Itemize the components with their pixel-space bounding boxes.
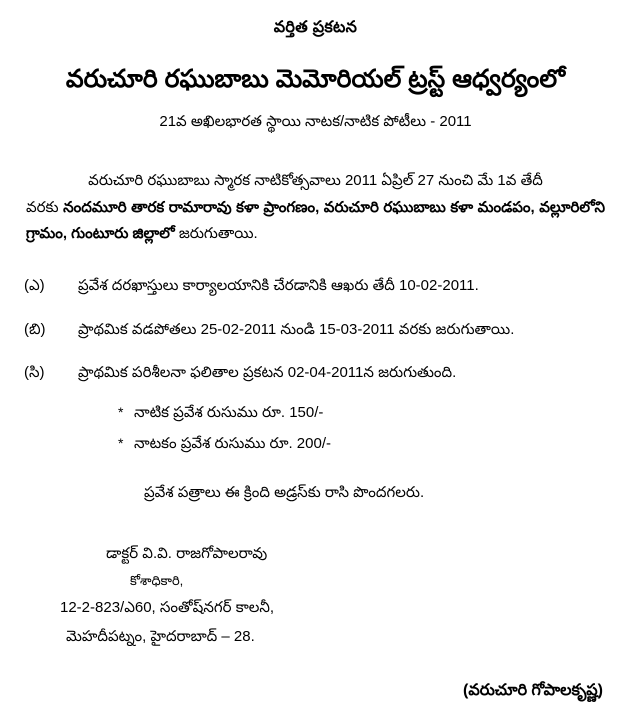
intro-paragraph-line-2-prefix: వరకు <box>26 198 64 216</box>
address-line-1: 12-2-823/ఎ60, సంతోష్‌నగర్ కాలనీ, <box>60 599 275 617</box>
signature-name: (వరుచూరి గోపాలకృష్ణ) <box>463 682 603 699</box>
contact-role: కోశాధికారి, <box>130 572 184 588</box>
contact-address <box>22 539 609 652</box>
list-item-label: (సి) <box>24 364 45 381</box>
fees-list <box>22 404 609 456</box>
list-item <box>22 360 609 386</box>
intro-paragraph-line-1: వరుచూరి రఘుబాబు స్మారక నాటికోత్సవాలు 2011 ఏప్రిల్ 27 నుంచి మే 1వ తేదీ <box>88 172 543 190</box>
bullet-star-icon: * <box>118 434 124 451</box>
contact-name: డాక్టర్ వి.వి. రాజగోపాలరావు <box>106 544 268 562</box>
address-line-2: మెహదీపట్నం, హైదరాబాద్ – 28. <box>66 628 255 646</box>
notice-heading: వర్తిత ప్రకటన <box>273 19 358 36</box>
list-item-label: (ఎ) <box>24 277 45 294</box>
fee-item-text: నాటిక ప్రవేశ రుసుము రూ. 150/- <box>134 403 324 421</box>
list-item-label: (బి) <box>24 320 46 338</box>
intro-paragraph <box>22 168 609 247</box>
bullet-star-icon: * <box>118 403 124 420</box>
fee-item <box>118 435 609 456</box>
fee-item <box>118 404 609 425</box>
list-item-text: ప్రవేశ దరఖాస్తులు కార్యాలయానికి చేరడానికి ఆఖరు తేదీ 10-02-2011. <box>78 277 479 294</box>
intro-paragraph-line-2-suffix: జరుగుతాయి. <box>174 224 258 242</box>
send-instruction: ప్రవేశ పత్రాలు ఈ క్రింది అడ్రస్‌కు రాసి పొందగలరు. <box>144 483 425 501</box>
list-item-text: ప్రాథమిక వడపోతలు 25-02-2011 నుండి 15-03-2011 వరకు జరుగుతాయి. <box>78 320 515 338</box>
list-item-text: ప్రాథమిక పరిశీలనా ఫలితాల ప్రకటన 02-04-2011న జరుగుతుంది. <box>78 364 457 381</box>
list-item <box>22 317 609 343</box>
list-item <box>22 273 609 299</box>
page-subtitle: 21వ అఖిలభారత స్థాయి నాటక/నాటిక పోటీలు - 2011 <box>159 113 472 131</box>
intro-paragraph-venue: నందమూరి తారక రామారావు కళా ప్రాంగణం, వరుచూరి రఘుబాబు కళా మండపం, వల్లూరిలోని గ్రామం, గుంటూరు జిల్లాలో <box>26 198 606 242</box>
page-title: వరుచూరి రఘుబాబు మెమోరియల్ ట్రస్ట్ ఆధ్వర్యంలో <box>65 65 566 93</box>
schedule-list <box>22 273 609 386</box>
fee-item-text: నాటకం ప్రవేశ రుసుము రూ. 200/- <box>134 434 331 452</box>
